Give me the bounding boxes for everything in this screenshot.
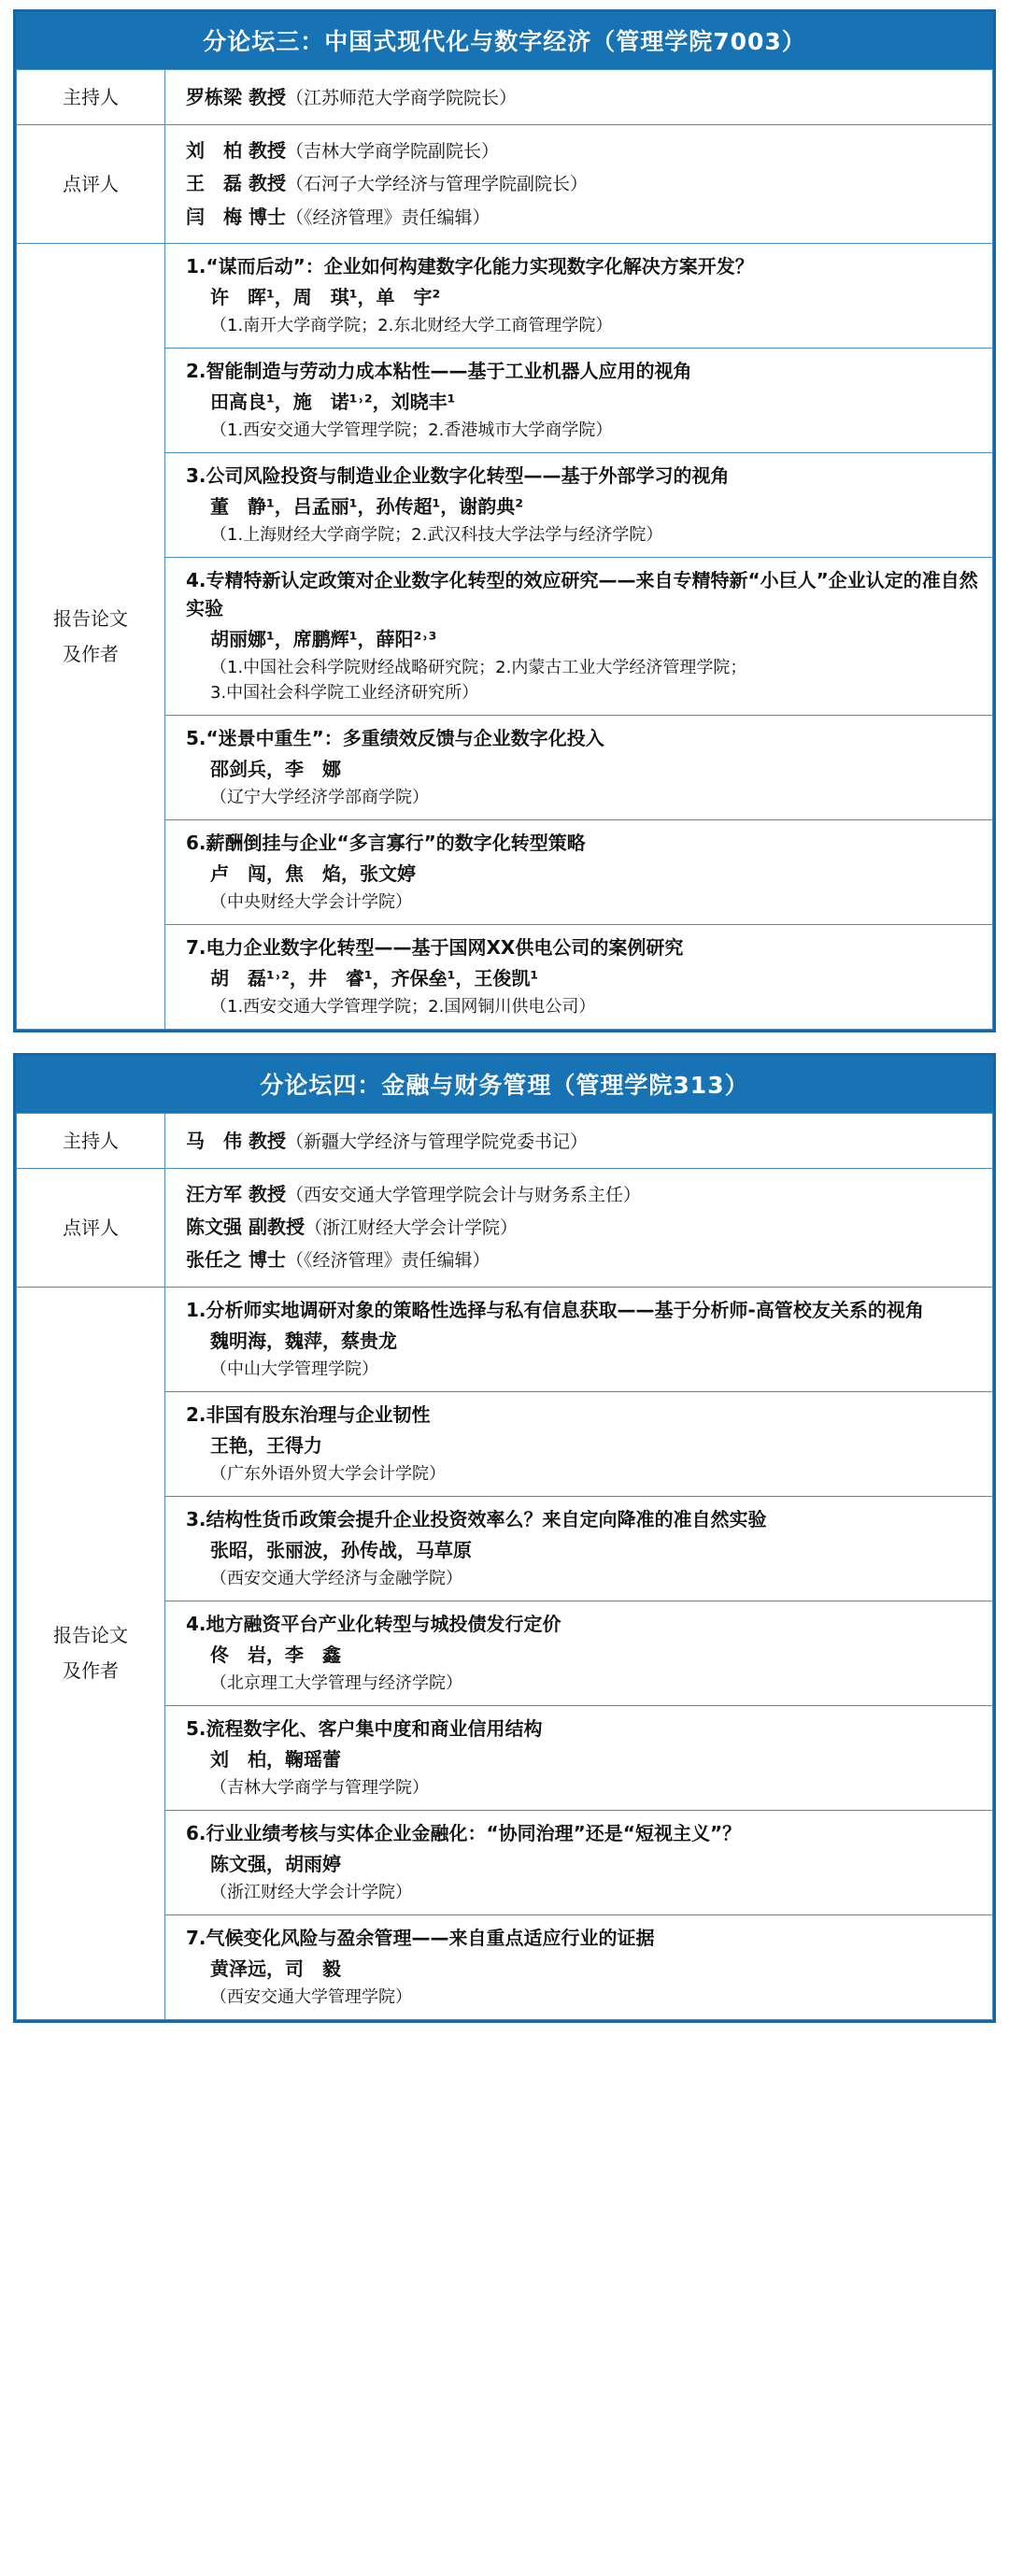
list-item xyxy=(165,820,992,925)
host-affiliation: （江苏师范大学商学院院长） xyxy=(285,87,517,108)
reviewer-row xyxy=(17,1168,993,1287)
paper-title: 7.电力企业数字化转型——基于国网XX供电公司的案例研究 xyxy=(186,935,684,959)
paper-affiliation: （西安交通大学经济与金融学院） xyxy=(210,1568,462,1588)
list-item xyxy=(165,1601,992,1706)
list-item xyxy=(165,925,992,1029)
papers-content xyxy=(165,243,993,1029)
reviewer-row xyxy=(17,125,993,244)
paper-authors: 邵剑兵，李 娜 xyxy=(210,757,341,780)
paper-affiliation: （1.西安交通大学管理学院；2.香港城市大学商学院） xyxy=(210,420,613,440)
paper-title: 3.公司风险投资与制造业企业数字化转型——基于外部学习的视角 xyxy=(186,463,730,487)
forum-table xyxy=(16,1113,993,2020)
list-item xyxy=(186,201,979,234)
forum-table xyxy=(16,69,993,1030)
paper-title: 6.行业业绩考核与实体企业金融化：“协同治理”还是“短视主义”？ xyxy=(186,1821,742,1844)
host-entry xyxy=(165,1115,992,1167)
paper-authors: 胡丽娜¹，席鹏辉¹，薛阳²˒³ xyxy=(210,627,437,650)
papers-label: 报告论文 及作者 xyxy=(17,243,165,1029)
list-item xyxy=(186,1178,979,1211)
list-item xyxy=(186,1244,979,1276)
paper-title: 3.结构性货币政策会提升企业投资效率么？来自定向降准的准自然实验 xyxy=(186,1507,767,1530)
list-item xyxy=(186,1211,979,1244)
list-item xyxy=(186,135,979,167)
list-item xyxy=(165,716,992,820)
paper-affiliation: （1.南开大学商学院；2.东北财经大学工商管理学院） xyxy=(210,315,613,335)
reviewer-label: 点评人 xyxy=(17,1168,165,1287)
forum-panel-4 xyxy=(13,1053,996,2023)
paper-title: 4.专精特新认定政策对企业数字化转型的效应研究——来自专精特新“小巨人”企业认定的准自然实验 xyxy=(186,568,978,619)
reviewer-affiliation: （浙江财经大学会计学院） xyxy=(304,1217,518,1238)
paper-authors: 王艳，王得力 xyxy=(210,1433,322,1457)
panel-title: 分论坛四：金融与财务管理（管理学院313） xyxy=(16,1056,993,1113)
host-label: 主持人 xyxy=(17,70,165,125)
reviewer-affiliation: （吉林大学商学院副院长） xyxy=(285,141,499,162)
paper-affiliation: （中山大学管理学院） xyxy=(210,1359,378,1379)
list-item xyxy=(165,1392,992,1497)
paper-authors: 胡 磊¹˒²，井 睿¹，齐保垒¹，王俊凯¹ xyxy=(210,966,539,989)
reviewer-list xyxy=(165,125,992,243)
host-content xyxy=(165,1113,993,1168)
reviewer-name: 闫 梅 博士 xyxy=(186,205,286,228)
paper-affiliation: （1.西安交通大学管理学院；2.国网铜川供电公司） xyxy=(210,996,596,1017)
host-name: 罗栋梁 教授 xyxy=(186,85,286,108)
host-row xyxy=(17,70,993,125)
papers-label: 报告论文 及作者 xyxy=(17,1287,165,2019)
panel-title: 分论坛三：中国式现代化与数字经济（管理学院7003） xyxy=(16,12,993,69)
paper-authors: 卢 闯，焦 焰，张文婷 xyxy=(210,861,416,885)
reviewer-label: 点评人 xyxy=(17,125,165,244)
paper-affiliation: （广东外语外贸大学会计学院） xyxy=(210,1463,446,1484)
paper-title: 5.流程数字化、客户集中度和商业信用结构 xyxy=(186,1716,543,1740)
paper-affiliation: （北京理工大学管理与经济学院） xyxy=(210,1672,462,1693)
paper-affiliation: （西安交通大学管理学院） xyxy=(210,1986,412,2007)
paper-authors: 田高良¹，施 诺¹˒²，刘晓丰¹ xyxy=(210,390,456,413)
papers-row xyxy=(17,243,993,1029)
paper-title: 2.智能制造与劳动力成本粘性——基于工业机器人应用的视角 xyxy=(186,359,692,382)
list-item xyxy=(165,1811,992,1915)
reviewer-content xyxy=(165,125,993,244)
paper-authors: 陈文强，胡雨婷 xyxy=(210,1852,341,1875)
paper-authors: 魏明海，魏萍，蔡贵龙 xyxy=(210,1329,397,1352)
reviewer-name: 刘 柏 教授 xyxy=(186,139,286,162)
paper-authors: 黄泽远，司 毅 xyxy=(210,1957,341,1980)
paper-authors: 许 晖¹，周 琪¹，单 宇² xyxy=(210,285,441,308)
paper-affiliation: （辽宁大学经济学部商学院） xyxy=(210,787,429,807)
paper-authors: 刘 柏，鞠瑶蕾 xyxy=(210,1747,341,1771)
list-item xyxy=(165,244,992,349)
host-label: 主持人 xyxy=(17,1113,165,1168)
list-item xyxy=(165,1497,992,1601)
paper-authors: 董 静¹，吕孟丽¹，孙传超¹，谢韵典² xyxy=(210,494,524,518)
list-item xyxy=(165,558,992,716)
reviewer-affiliation: （《经济管理》责任编辑） xyxy=(285,206,490,228)
forum-panel-3 xyxy=(13,9,996,1032)
reviewer-affiliation: （《经济管理》责任编辑） xyxy=(285,1250,490,1272)
host-affiliation: （新疆大学经济与管理学院党委书记） xyxy=(285,1131,588,1152)
paper-title: 1.“谋而后动”：企业如何构建数字化能力实现数字化解决方案开发？ xyxy=(186,254,754,278)
reviewer-content xyxy=(165,1168,993,1287)
list-item xyxy=(165,1915,992,2019)
paper-authors: 佟 岩，李 鑫 xyxy=(210,1643,341,1666)
host-row xyxy=(17,1113,993,1168)
reviewer-name: 汪方军 教授 xyxy=(186,1182,286,1205)
paper-title: 1.分析师实地调研对象的策略性选择与私有信息获取——基于分析师-高管校友关系的视角 xyxy=(186,1298,924,1321)
paper-affiliation: （1.上海财经大学商学院；2.武汉科技大学法学与经济学院） xyxy=(210,524,663,545)
paper-affiliation: （吉林大学商学与管理学院） xyxy=(210,1777,429,1798)
paper-title: 6.薪酬倒挂与企业“多言寡行”的数字化转型策略 xyxy=(186,831,586,854)
list-item xyxy=(165,453,992,558)
list-item xyxy=(165,1288,992,1392)
reviewer-name: 陈文强 副教授 xyxy=(186,1216,305,1238)
paper-title: 4.地方融资平台产业化转型与城投债发行定价 xyxy=(186,1612,561,1635)
papers-row xyxy=(17,1287,993,2019)
paper-affiliation: （中央财经大学会计学院） xyxy=(210,891,412,912)
paper-title: 5.“迷景中重生”：多重绩效反馈与企业数字化投入 xyxy=(186,726,604,749)
paper-authors: 张昭，张丽波，孙传战，马草原 xyxy=(210,1538,472,1561)
reviewer-name: 张任之 博士 xyxy=(186,1248,286,1272)
reviewer-list xyxy=(165,1169,992,1287)
host-content xyxy=(165,70,993,125)
reviewer-name: 王 磊 教授 xyxy=(186,172,286,195)
host-entry xyxy=(165,71,992,123)
reviewer-affiliation: （石河子大学经济与管理学院副院长） xyxy=(285,174,588,195)
papers-content xyxy=(165,1287,993,2019)
list-item xyxy=(165,1706,992,1811)
paper-affiliation: （浙江财经大学会计学院） xyxy=(210,1882,412,1902)
paper-title: 7.气候变化风险与盈余管理——来自重点适应行业的证据 xyxy=(186,1926,655,1949)
paper-title: 2.非国有股东治理与企业韧性 xyxy=(186,1402,431,1426)
host-name: 马 伟 教授 xyxy=(186,1129,286,1152)
list-item xyxy=(186,167,979,200)
paper-affiliation: （1.中国社会科学院财经战略研究院；2.内蒙古工业大学经济管理学院； 3.中国社会科学院工业经济研究所） xyxy=(210,657,747,703)
list-item xyxy=(165,349,992,453)
reviewer-affiliation: （西安交通大学管理学院会计与财务系主任） xyxy=(285,1184,641,1205)
